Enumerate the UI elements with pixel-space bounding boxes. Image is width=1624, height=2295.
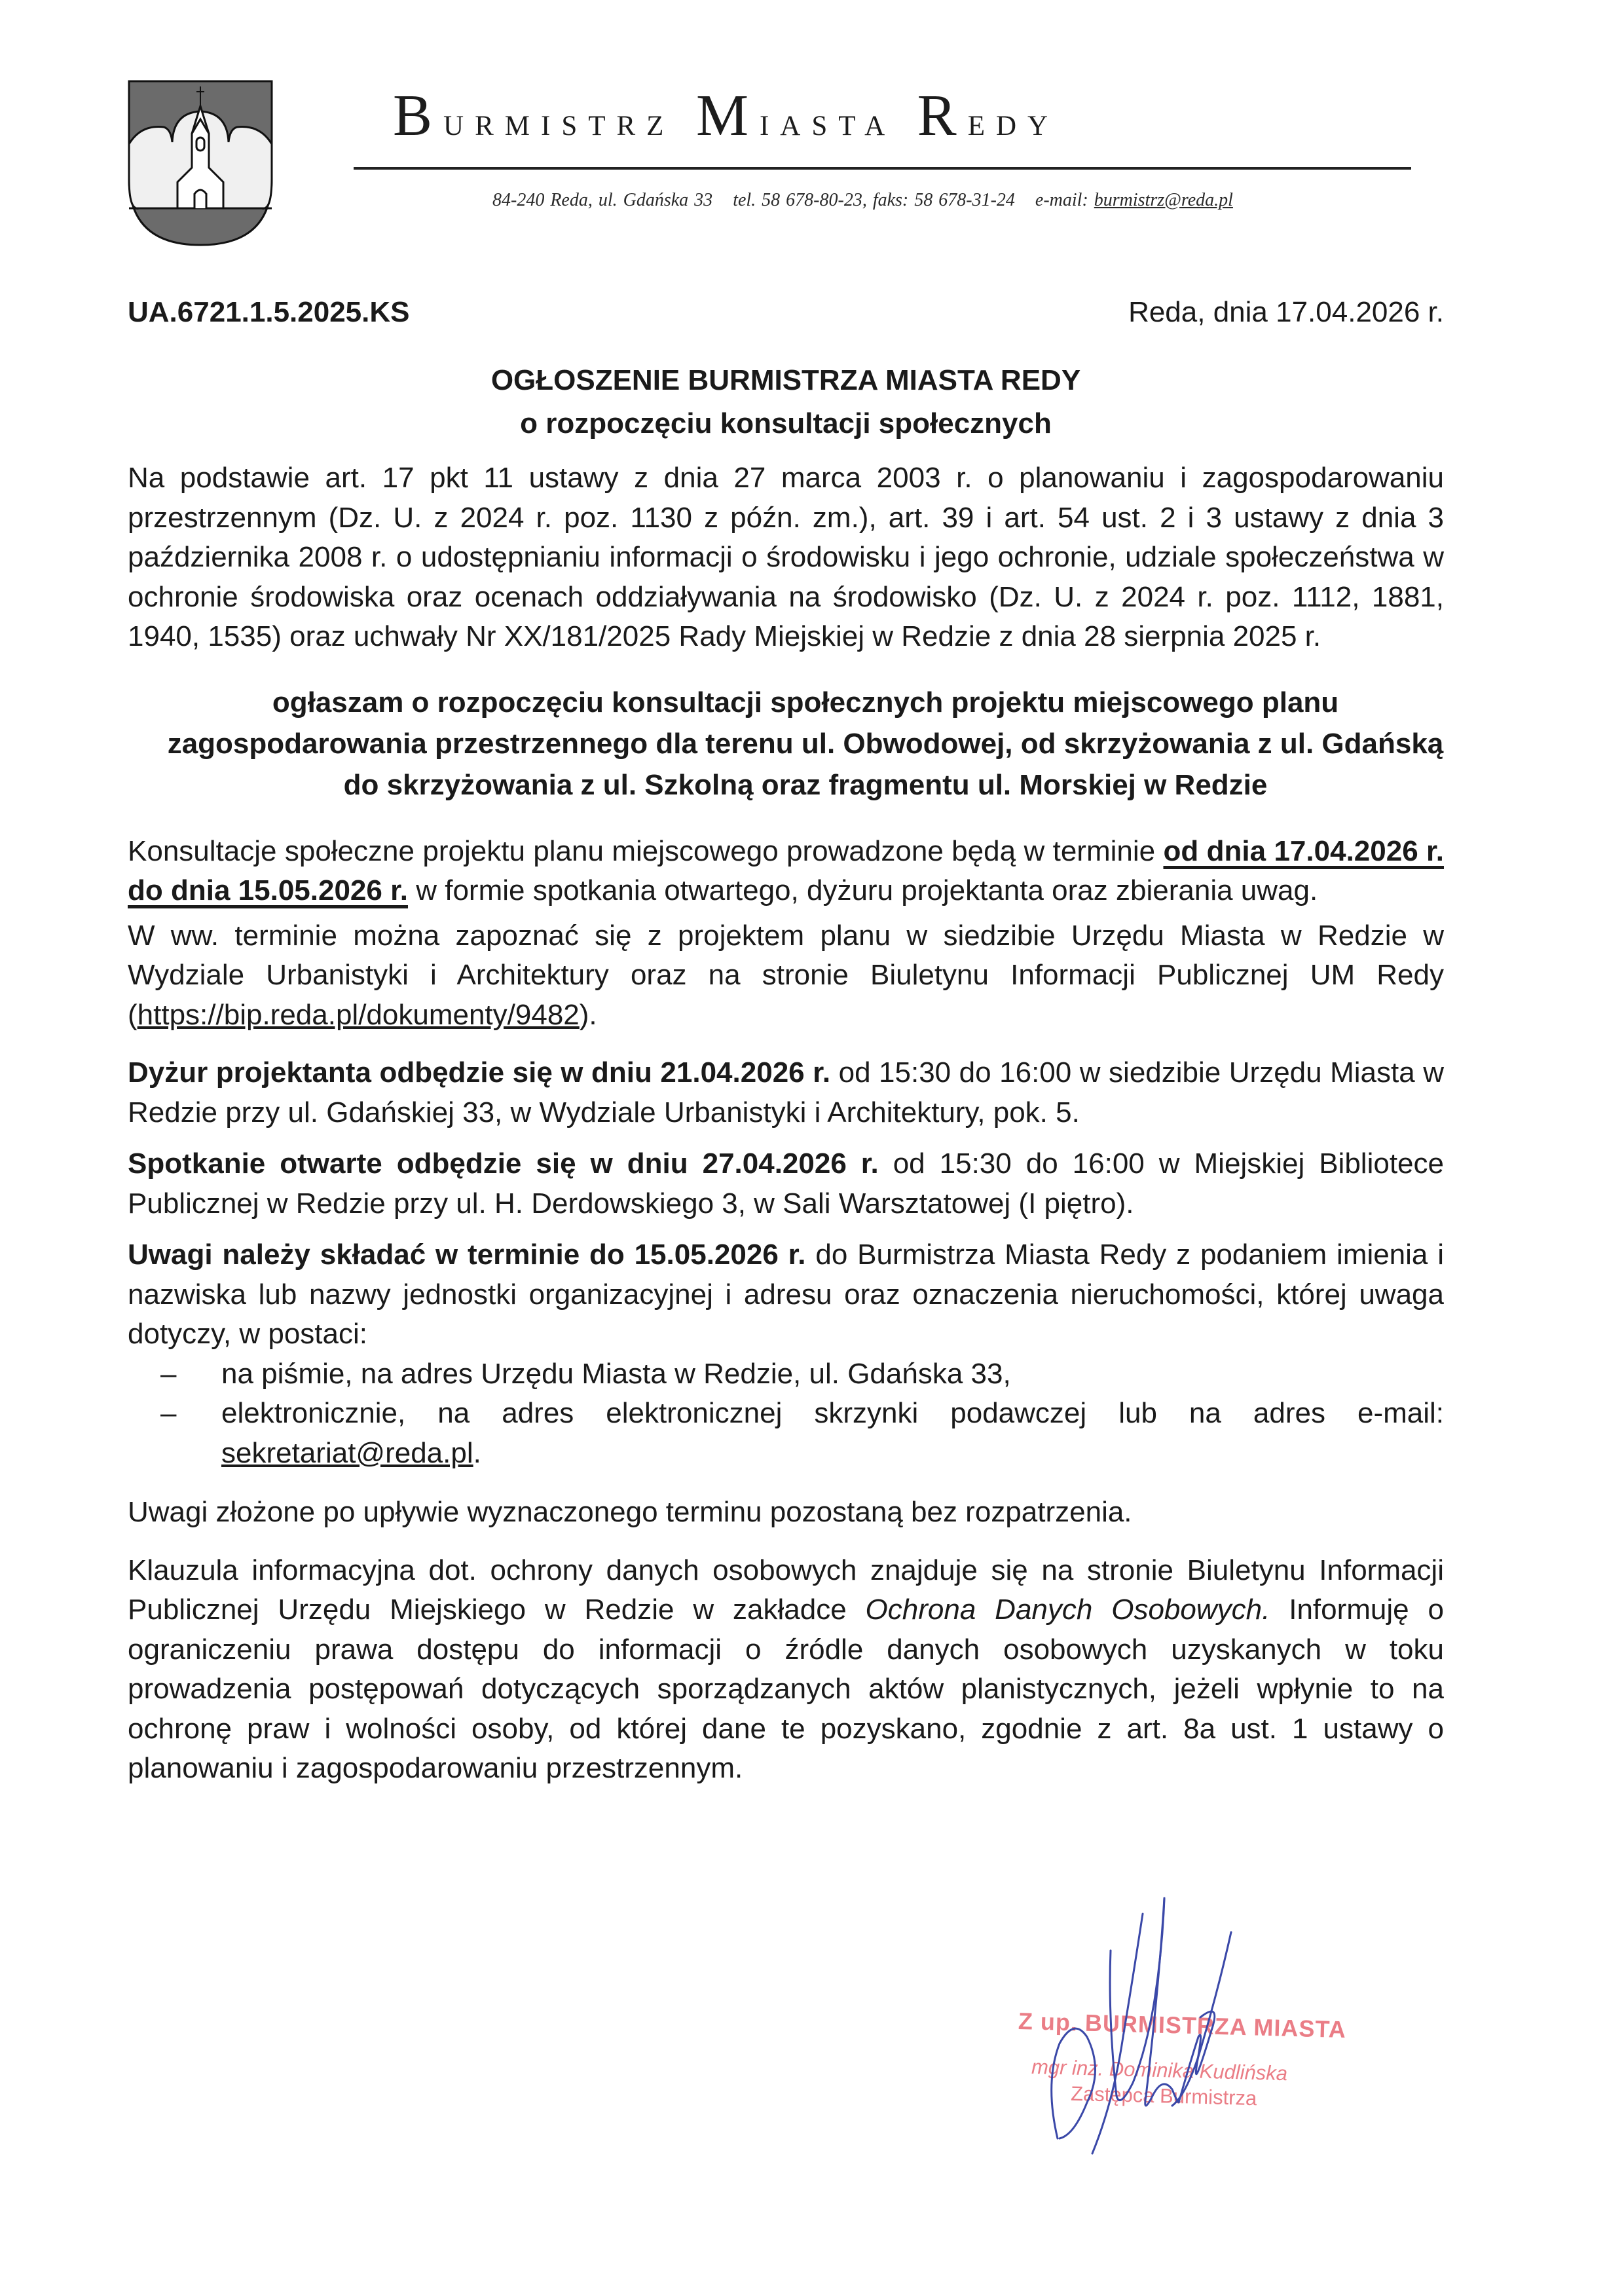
title-word-3: Redy — [917, 83, 1060, 148]
coat-of-arms-church-icon — [128, 80, 273, 246]
submission-methods-list — [128, 1354, 1444, 1474]
secretariat-email-link[interactable]: sekretariat@reda.pl — [221, 1436, 473, 1469]
late-remarks-paragraph: Uwagi złożone po upływie wyznaczonego terminu pozostaną bez rozpatrzenia. — [128, 1496, 1132, 1528]
place-date: Reda, dnia 17.04.2026 r. — [1128, 296, 1444, 328]
letterhead-rule — [354, 167, 1411, 170]
letterhead-contact — [492, 190, 1233, 211]
heading-line-1: OGŁOSZENIE BURMISTRZA MIASTA REDY — [490, 364, 1081, 396]
dash-bullet: – — [160, 1397, 177, 1429]
heading-line-2: o rozpoczęciu konsultacji społecznych — [520, 407, 1052, 439]
stamp-authority: Z up. BURMISTRZA MIASTA — [1018, 2007, 1347, 2043]
title-word-2: Miasta — [695, 83, 896, 148]
dash-bullet: – — [160, 1357, 177, 1390]
remarks-paragraph: Uwagi należy składać w terminie do 15.05.2026 r. do Burmistrza Miasta Redy z podaniem imienia i nazwiska lub nazwy jednostki organizacyjnej i adresu oraz oznaczenia nieruchomości, której uwaga dotyczy, w postaci: — [128, 1239, 1444, 1350]
designer-duty-paragraph: Dyżur projektanta odbędzie się w dniu 21.04.2026 r. od 15:30 do 16:00 w siedzibie Urzędu Miasta w Redzie przy ul. Gdańskiej 33, w Wydziale Urbanistyki i Architektury, pok. 5. — [128, 1056, 1445, 1129]
announcement-paragraph: ogłaszam o rozpoczęciu konsultacji społecznych projektu miejscowego planu zagospodarowania przestrzennego dla terenu ul. Obwodowej, od skrzyżowania z ul. Gdańską do skrzyżowania z ul. Szkolną oraz fragmentu ul. Morskiej w Redzie — [167, 686, 1444, 801]
postal-address: 84-240 Reda, ul. Gdańska 33 — [492, 190, 713, 210]
fax: faks: 58 678-31-24 — [872, 190, 1015, 210]
view-project-paragraph: W ww. terminie można zapoznać się z projektem planu w siedzibie Urzędu Miasta w Redzie w Wydziale Urbanistyki i Architektury oraz na stronie Biuletynu Informacji Publicznej UM Redy (https://bip.reda.pl/dokumenty/9482). — [128, 919, 1444, 1031]
title-word-1: Burmistrz — [393, 83, 675, 148]
data-protection-tab-name: Ochrona Danych Osobowych. — [865, 1594, 1270, 1626]
phone: tel. 58 678-80-23, — [733, 190, 867, 210]
legal-basis-paragraph: Na podstawie art. 17 pkt 11 ustawy z dnia 27 marca 2003 r. o planowaniu i zagospodarowaniu przestrzennym (Dz. U. z 2024 r. poz. 1130 z późn. zm.), art. 39 i art. 54 ust. 2 i 3 ustawy z dnia 3 października 2008 r. o udostępnianiu informacji o środowisku i jego ochronie, udziale społeczeństwa w ochronie środowiska oraz ocenach oddziaływania na środowisko (Dz. U. z 2024 r. poz. 1112, 1881, 1940, 1535) oraz uchwały Nr XX/181/2025 Rady Miejskiej w Redzie z dnia 28 sierpnia 2025 r. — [128, 462, 1444, 652]
letterhead-title — [393, 83, 1362, 148]
list-item: – na piśmie, na adres Urzędu Miasta w Redzie, ul. Gdańska 33, — [128, 1354, 1444, 1394]
consultation-period-paragraph: Konsultacje społeczne projektu planu miejscowego prowadzone będą w terminie od dnia 17.04.2026 r. do dnia 15.05.2026 r. w formie spotkania otwartego, dyżuru projektanta oraz zbierania uwag. — [128, 834, 1444, 906]
open-meeting-paragraph: Spotkanie otwarte odbędzie się w dniu 27.04.2026 r. od 15:30 do 16:00 w Miejskiej Bibliotece Publicznej w Redzie przy ul. H. Derdowskiego 3, w Sali Warsztatowej (I piętro). — [128, 1148, 1444, 1220]
email-link[interactable]: burmistrz@reda.pl — [1094, 190, 1233, 210]
official-stamp — [1018, 2007, 1385, 2110]
bip-link[interactable]: https://bip.reda.pl/dokumenty/9482 — [137, 998, 580, 1031]
document-heading — [128, 359, 1444, 445]
email-label: e-mail: — [1035, 190, 1088, 210]
reference-number: UA.6721.1.5.2025.KS — [128, 296, 410, 328]
document-body — [128, 458, 1444, 1789]
stamp-signatory-role: Zastępca Burmistrza — [1070, 2081, 1257, 2110]
consultation-period: od dnia 17.04.2026 r. do dnia 15.05.2026 r. — [128, 834, 1444, 906]
list-item: – elektronicznie, na adres elektronicznej skrzynki podawczej lub na adres e-mail: sekretariat@reda.pl. — [128, 1394, 1444, 1473]
stamp-signatory-name: mgr inż. Dominika Kudlińska — [1031, 2055, 1288, 2085]
gdpr-clause-paragraph: Klauzula informacyjna dot. ochrony danych osobowych znajduje się na stronie Biuletynu Informacji Publicznej Urzędu Miejskiego w Redzie w zakładce Ochrona Danych Osobowych. Informuję o ograniczeniu prawa dostępu do informacji o źródle danych osobowych uzyskanych w toku prowadzenia postępowań dotyczących sporządzanych aktów planistycznych, jeżeli wpłynie to na ochronę praw i wolności osoby, od której dane te pozyskano, zgodnie z art. 8a ust. 1 ustawy o planowaniu i zagospodarowaniu przestrzennym. — [128, 1554, 1444, 1784]
